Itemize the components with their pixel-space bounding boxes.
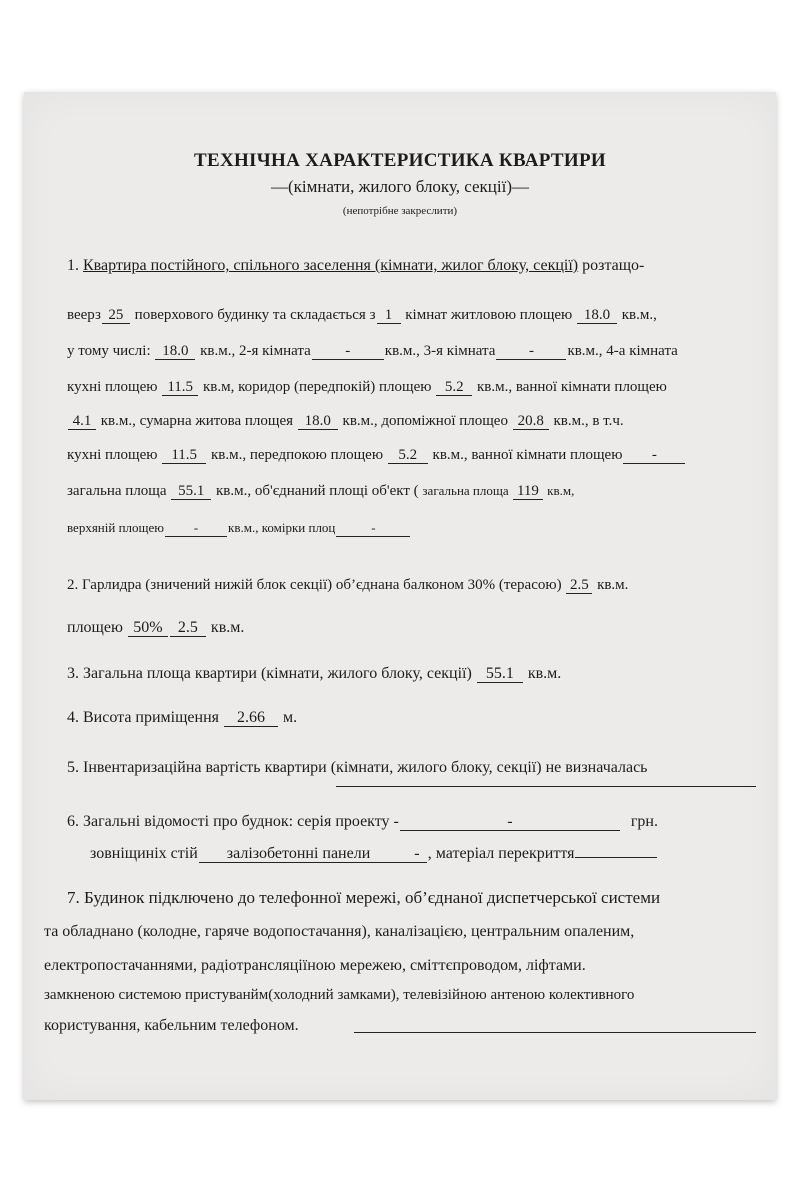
s1-line2: веерз 25 поверхового будинку та складається з 1 кімнат житловою площею 18.0 кв.м., [67, 307, 657, 323]
page-note: (непотрібне закреслити) [342, 205, 458, 217]
s2-line1: 2. Гарлидра (зничений нижій блок секції) об’єднана балконом 30% (терасою) 2.5 кв.м. [67, 577, 629, 593]
balcony-field: 2.5 [566, 577, 592, 594]
s2-line2: площею 50% 2.5 кв.м. [67, 619, 245, 636]
s3-line: 3. Загальна площа квартири (кімнати, жилого блоку, секції) 55.1 кв.м. [67, 665, 562, 682]
s7-line4: замкненою системою пристуванйм(холодний замками), телевізійною антеною колективного [44, 987, 635, 1003]
s7-line5: користування, кабельним телефоном. [44, 1017, 299, 1034]
s7-line1: 7. Будинок підключено до телефонної мережі, об’єднаної диспетчерської системи [67, 888, 661, 907]
s1-line1: 1. Квартира постійного, спільного заселення (кімнати, жилог блоку, секції) розтащо- [67, 257, 645, 274]
total2-field: 119 [513, 483, 543, 500]
s1-line8: верхяній площею - кв.м., комірки плоц - [67, 520, 411, 537]
s7-blank-line [354, 1032, 756, 1033]
rooms-field: 1 [377, 307, 401, 324]
balcony-percent-field: 50% [128, 620, 168, 637]
s4-line: 4. Висота приміщення 2.66 м. [67, 709, 298, 726]
kitchen-field: 11.5 [162, 379, 198, 396]
room3-field: - [496, 343, 566, 360]
bath2-field: - [623, 447, 685, 464]
height-field: 2.66 [224, 710, 278, 727]
apartment-area-field: 55.1 [477, 666, 523, 683]
page-title: ТЕХНІЧНА ХАРАКТЕРИСТИКА КВАРТИРИ [194, 150, 606, 171]
s1-line6: кухні площею 11.5 кв.м., передпокою площею 5.2 кв.м., ванної кімнати площею - [67, 446, 686, 464]
s6-line2: зовніщиніх стій залізобетонні панели - , матеріал перекриття [90, 844, 658, 863]
s1-occupancy-type: Квартира постійного, спільного заселення (кімнати, жилог блоку, секції) [83, 257, 579, 274]
s5-line: 5. Інвентаризаційна вартість квартири (кімнати, жилого блоку, секції) не визначалась [67, 759, 648, 776]
living-area-field: 18.0 [577, 307, 617, 324]
upper-area-field: - [165, 520, 227, 537]
room1-field: 18.0 [155, 343, 195, 360]
balcony-area-field: 2.5 [170, 620, 206, 637]
s1-line7: загальна площа 55.1 кв.м., об'єднаний площі об'ект ( загальна площа 119 кв.м, [67, 483, 575, 499]
kitchen2-field: 11.5 [162, 447, 206, 464]
cell-area-field: - [336, 520, 410, 537]
series-dash: - [393, 813, 399, 830]
s6-line1: 6. Загальні відомості про буднок: серія проекту - - грн. [67, 813, 658, 830]
bath-field: 4.1 [68, 413, 96, 430]
aux-area-field: 20.8 [513, 413, 549, 430]
s7-line3: електропостачаннями, радіотрансляціїною мережею, сміттєпроводом, ліфтами. [44, 957, 586, 974]
s7-line2: та обладнано (колодне, гаряче водопостачання), каналізацією, центральним опаленим, [44, 923, 635, 940]
sum-living-field: 18.0 [298, 413, 338, 430]
overlap-material-field [575, 857, 657, 858]
total-area-field: 55.1 [171, 483, 211, 500]
floors-field: 25 [102, 307, 130, 324]
s1-line5: 4.1 кв.м., сумарна житова площея 18.0 кв.м., допоміжної площео 20.8 кв.м., в т.ч. [67, 412, 624, 430]
s1-line4: кухні площею 11.5 кв.м, коридор (передпокій) площею 5.2 кв.м., ванної кімнати площею [67, 379, 667, 395]
page-subtitle: —(кімнати, жилого блоку, секції)— [270, 177, 530, 196]
document-sheet [24, 92, 776, 1100]
walls-material-field: залізобетонні панели - [199, 846, 427, 863]
room2-field: - [312, 343, 384, 360]
s5-blank-line [336, 786, 756, 787]
project-series-field: - [400, 814, 620, 831]
hall2-field: 5.2 [388, 447, 428, 464]
s1-line3: у тому числі: 18.0 кв.м., 2-я кімната - кв.м., 3-я кімната - кв.м., 4-а кімната [67, 343, 678, 359]
corridor-field: 5.2 [436, 379, 472, 396]
